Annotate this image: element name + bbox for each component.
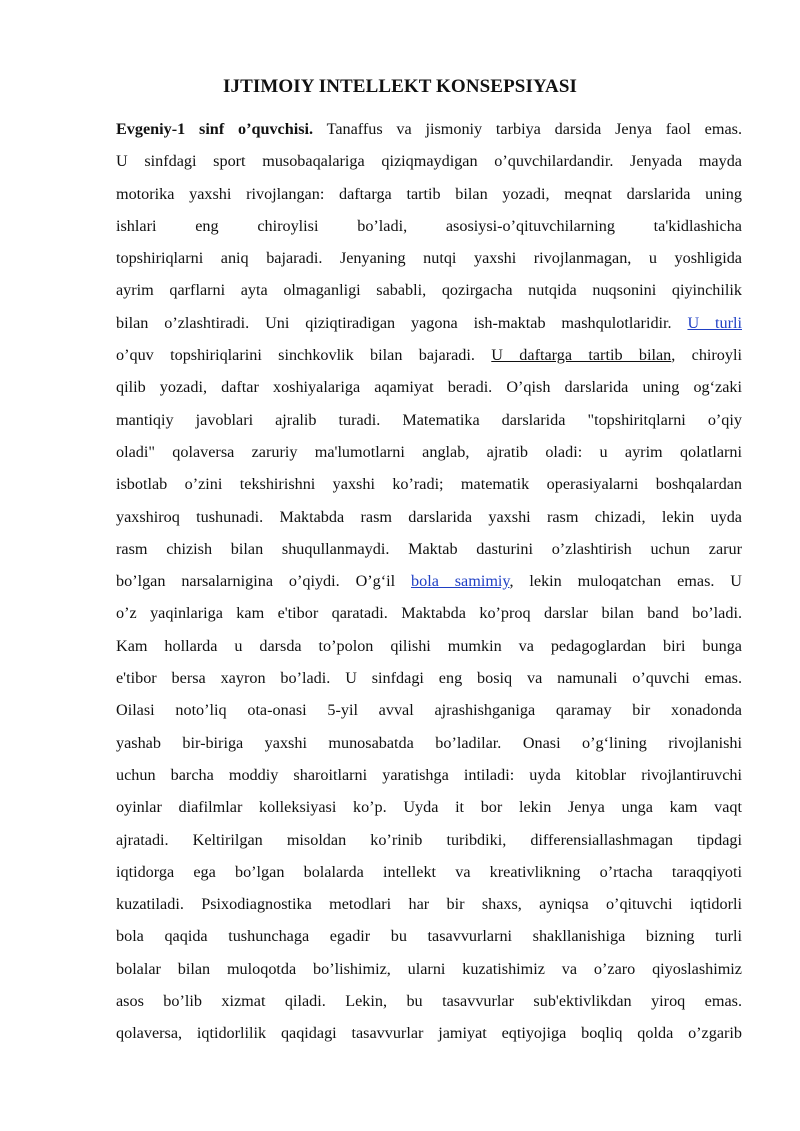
text-line	[116, 791, 742, 823]
text-segment: Kam hollarda u darsda to’polon qilishi mumkin va pedagoglardan biri bunga	[116, 636, 742, 655]
text-segment: asos bo’lib xizmat qiladi. Lekin, bu tasavvurlar sub'ektivlikdan yiroq emas.	[116, 992, 742, 1011]
text-segment: iqtidorga ega bo’lgan bolalarda intellekt va kreativlikning o’rtacha taraqqiyoti	[116, 862, 742, 881]
document-title: IJTIMOIY INTELLEKT KONSEPSIYASI	[222, 76, 577, 97]
inline-link[interactable]: bola samimiy	[411, 572, 510, 591]
text-segment: bilan o’zlashtiradi. Uni qiziqtiradigan yagona ish-maktab mashqulotlaridir.	[116, 313, 688, 332]
text-line	[116, 436, 742, 468]
text-segment: , lekin muloqatchan emas. U	[509, 572, 742, 591]
text-segment: o’z yaqinlariga kam e'tibor qaratadi. Maktabda ko’proq darslar bilan band bo’ladi.	[116, 604, 742, 623]
text-line	[116, 694, 742, 726]
text-segment: , chiroyli	[671, 346, 742, 365]
text-segment: mantiqiy javoblari ajralib turadi. Matematika darslarida "topshiritqlarni o’qiy	[116, 410, 742, 429]
text-line	[116, 339, 742, 371]
text-line	[116, 274, 742, 306]
text-segment: oladi" qolaversa zaruriy ma'lumotlarni anglab, ajratib oladi: u ayrim qolatlarni	[116, 442, 742, 461]
text-line	[116, 565, 742, 597]
text-segment: motorika yaxshi rivojlangan: daftarga tartib bilan yozadi, meqnat darslarida uning	[116, 184, 742, 203]
text-line	[116, 178, 742, 210]
text-line	[116, 533, 742, 565]
text-segment: rasm chizish bilan shuqullanmaydi. Maktab dasturini o’zlashtirish uchun zarur	[116, 539, 742, 558]
text-segment: yashab bir-biriga yaxshi munosabatda bo’ladilar. Onasi o’g‘lining rivojlanishi	[116, 733, 742, 752]
text-segment: bola qaqida tushunchaga egadir bu tasavvurlarni shakllanishiga bizning turli	[116, 927, 742, 946]
text-segment: bo’lgan narsalarnigina o’qiydi. O’g‘il	[116, 572, 412, 591]
text-segment: qilib yozadi, daftar xoshiyalariga aqamiyat beradi. O’qish darslarida uning og‘zaki	[116, 378, 742, 397]
text-line	[116, 953, 742, 985]
text-segment: isbotlab o’zini tekshirishni yaxshi ko’radi; matematik operasiyalarni boshqalardan	[116, 475, 742, 494]
text-line	[116, 759, 742, 791]
text-segment: ayrim qarflarni ayta olmaganligi sababli, qozirgacha nutqida nuqsonini qiyinchilik	[116, 281, 742, 300]
lead-bold-text: Evgeniy-1 sinf o’quvchisi.	[116, 120, 314, 138]
text-segment: o’quv topshiriqlarini sinchkovlik bilan bajaradi.	[116, 346, 492, 365]
text-segment: ishlari eng chiroylisi bo’ladi, asosiysi-o’qituvchilarning ta'kidlashicha	[116, 216, 742, 235]
text-segment: kuzatiladi. Psixodiagnostika metodlari har bir shaxs, ayniqsa o’qituvchi iqtidorli	[116, 895, 742, 914]
text-line	[116, 920, 742, 952]
text-segment: Oilasi noto’liq ota-onasi 5-yil avval ajrashishganiga qaramay bir xonadonda	[116, 701, 742, 720]
document-body	[116, 113, 742, 1050]
text-line	[116, 824, 742, 856]
text-line	[116, 597, 742, 629]
text-line	[116, 727, 742, 759]
text-segment: Tanaffus va jismoniy tarbiya darsida Jenya faol emas.	[313, 120, 742, 138]
text-line	[116, 113, 742, 145]
text-segment: ajratadi. Keltirilgan misoldan ko’rinib turibdiki, differensiallashmagan tipdagi	[116, 830, 742, 849]
inline-link[interactable]: U turli	[687, 313, 742, 332]
text-segment: uchun barcha moddiy sharoitlarni yaratishga intiladi: uyda kitoblar rivojlantiruvchi	[116, 765, 742, 784]
text-segment: e'tibor bersa xayron bo’ladi. U sinfdagi eng bosiq va namunali o’quvchi emas.	[116, 669, 742, 688]
inline-link[interactable]: U daftarga tartib bilan	[491, 346, 672, 365]
text-segment: qolaversa, iqtidorlilik qaqidagi tasavvurlar jamiyat eqtiyojiga boqliq qolda o’zgarib	[116, 1024, 742, 1043]
text-line	[116, 888, 742, 920]
text-line	[116, 630, 742, 662]
text-segment: oyinlar diafilmlar kolleksiyasi ko’p. Uyda it bor lekin Jenya unga kam vaqt	[116, 798, 742, 817]
text-segment: yaxshiroq tushunadi. Maktabda rasm darslarida yaxshi rasm chizadi, lekin uyda	[116, 507, 742, 526]
text-segment: topshiriqlarni aniq bajaradi. Jenyaning nutqi yaxshi rivojlanmagan, u yoshligida	[116, 249, 742, 268]
text-segment: bolalar bilan muloqotda bo’lishimiz, ularni kuzatishimiz va o’zaro qiyoslashimiz	[116, 959, 742, 978]
text-line	[116, 985, 742, 1017]
text-line	[116, 210, 742, 242]
text-line	[116, 404, 742, 436]
text-segment: U sinfdagi sport musobaqalariga qiziqmaydigan o’quvchilardandir. Jenyada mayda	[116, 152, 742, 171]
text-line	[116, 468, 742, 500]
text-line	[116, 307, 742, 339]
text-line	[116, 662, 742, 694]
text-line	[116, 242, 742, 274]
text-line	[116, 1017, 742, 1049]
text-line	[116, 145, 742, 177]
text-line	[116, 856, 742, 888]
text-line	[116, 501, 742, 533]
text-line	[116, 371, 742, 403]
